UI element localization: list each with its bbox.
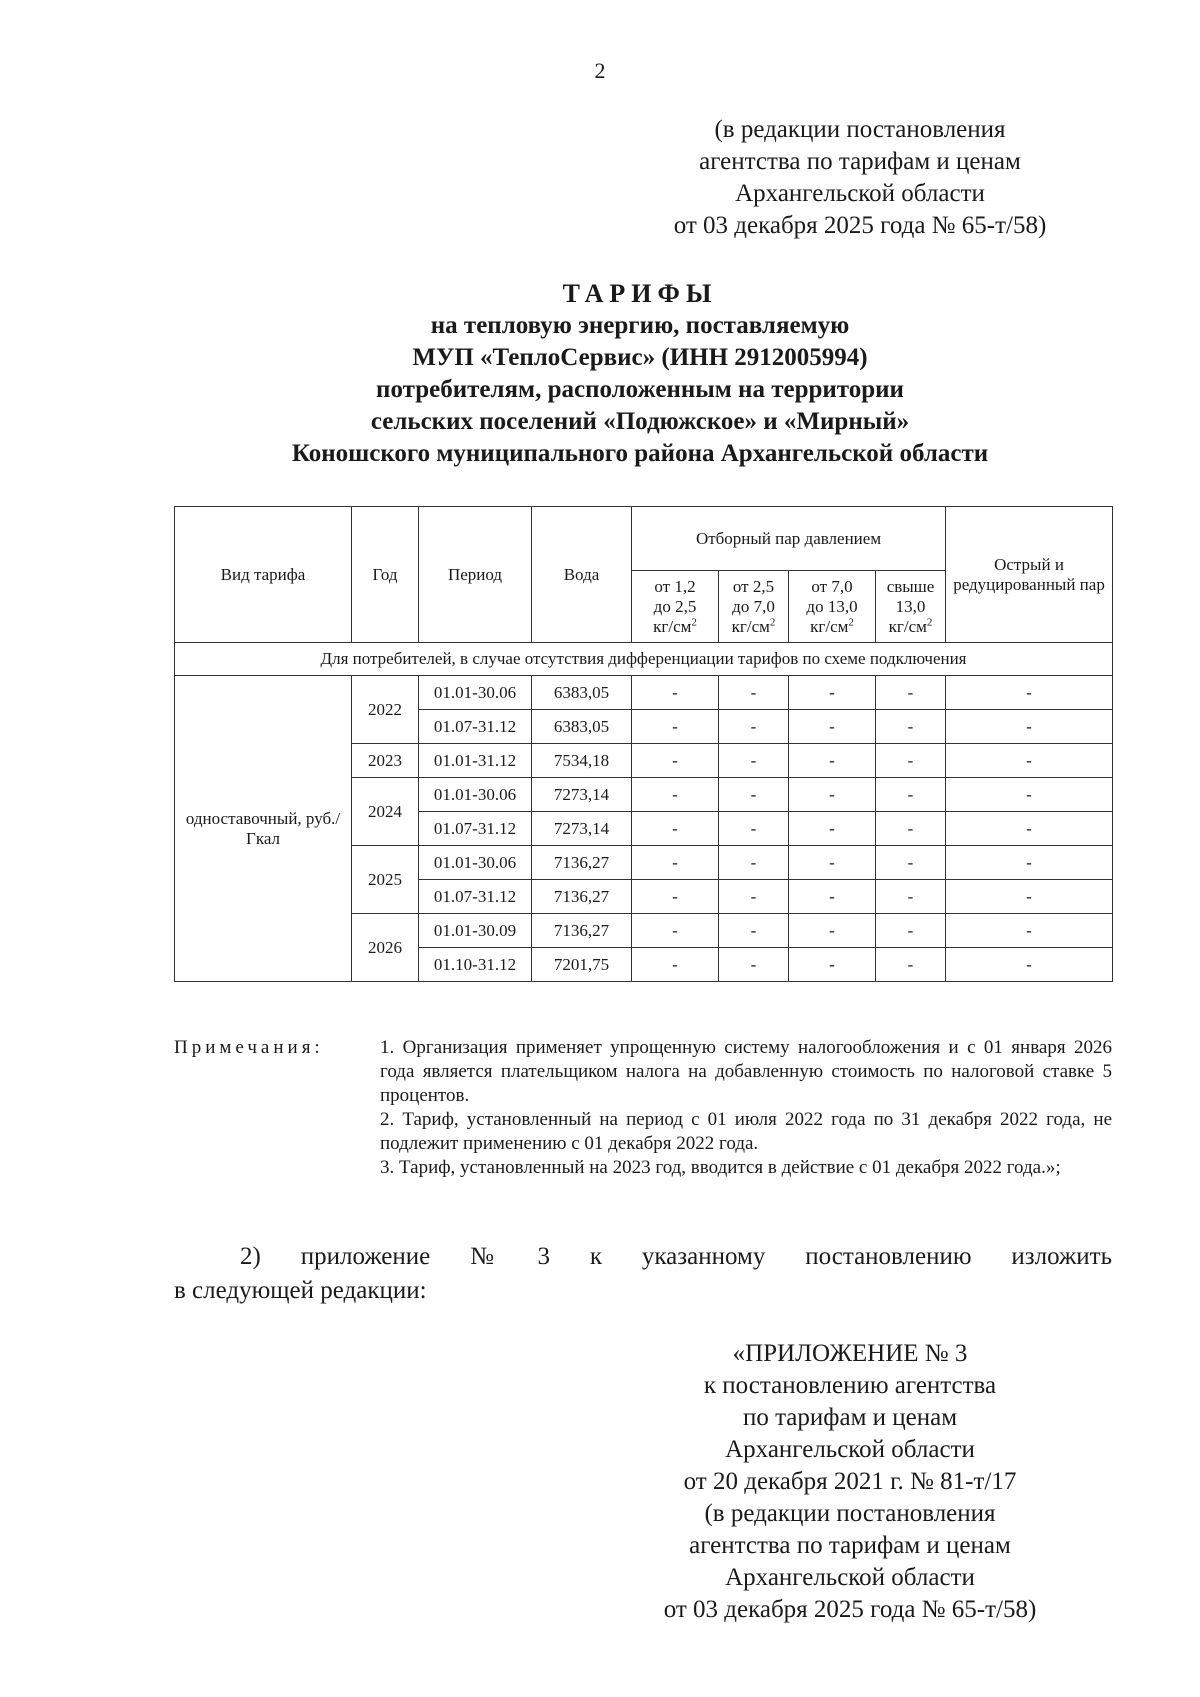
value-cell: -: [789, 676, 876, 710]
header-steam-3: от 7,0 до 13,0 $кг/см^2$: [789, 571, 876, 643]
value-cell: -: [632, 812, 719, 846]
value-cell: -: [789, 812, 876, 846]
header-sharp-steam: Острый и редуцированный пар: [946, 507, 1113, 643]
period-cell: 01.07-31.12: [419, 880, 532, 914]
title-line: потребителям, расположенным на территории: [376, 376, 904, 403]
value-cell: -: [946, 914, 1113, 948]
value-cell: -: [719, 778, 789, 812]
period-cell: 01.01-30.09: [419, 914, 532, 948]
value-cell: -: [946, 676, 1113, 710]
year-cell: 2023: [352, 744, 419, 778]
value-cell: -: [876, 676, 946, 710]
title-line: Коношского муниципального района Архангельской области: [291, 440, 989, 467]
value-cell: -: [789, 744, 876, 778]
period-cell: 01.07-31.12: [419, 710, 532, 744]
value-cell: -: [632, 880, 719, 914]
value-cell: -: [632, 914, 719, 948]
header-steam-2: от 2,5 до 7,0 $кг/см^2$: [719, 571, 789, 643]
value-cell: -: [632, 948, 719, 982]
value-cell: -: [876, 812, 946, 846]
year-cell: 2024: [352, 778, 419, 846]
appendix-line: (в редакции постановления: [704, 1500, 996, 1527]
value-cell: -: [789, 914, 876, 948]
water-cell: 7136,27: [532, 914, 632, 948]
appendix-line: Архангельской области: [725, 1436, 975, 1463]
notes-label: Примечания:: [174, 1037, 324, 1058]
year-cell: 2025: [352, 846, 419, 914]
water-cell: 6383,05: [532, 710, 632, 744]
page-number: 2: [594, 58, 606, 83]
value-cell: -: [876, 710, 946, 744]
value-cell: -: [946, 710, 1113, 744]
title-line: сельских поселений «Подюжское» и «Мирный»: [370, 408, 910, 435]
value-cell: -: [876, 846, 946, 880]
paragraph-line: в следующей редакции:: [174, 1277, 427, 1304]
edition-note-line: Архангельской области: [735, 180, 985, 207]
title-line: на тепловую энергию, поставляемую: [430, 312, 850, 339]
amendment-paragraph: [174, 1240, 1112, 1308]
period-cell: 01.01-30.06: [419, 846, 532, 880]
paragraph-line: 2) приложение № 3 к указанному постановлению изложить: [240, 1243, 1112, 1270]
value-cell: -: [876, 914, 946, 948]
consumer-group-row: Для потребителей, в случае отсутствия дифференциации тарифов по схеме подключения: [175, 643, 1113, 676]
water-cell: 6383,05: [532, 676, 632, 710]
appendix-header-block: [620, 1338, 1080, 1626]
appendix-line: по тарифам и ценам: [742, 1404, 958, 1431]
value-cell: -: [789, 778, 876, 812]
header-period: Период: [419, 507, 532, 643]
value-cell: -: [946, 880, 1113, 914]
edition-note-block: [630, 114, 1090, 242]
value-cell: -: [632, 744, 719, 778]
title-line: МУП «ТеплоСервис» (ИНН 2912005994): [412, 344, 868, 371]
value-cell: -: [946, 948, 1113, 982]
header-steam-1: от 1,2 до 2,5 $кг/см^2$: [632, 571, 719, 643]
title-main: ТАРИФЫ: [562, 279, 718, 308]
header-tariff-type: Вид тарифа: [175, 507, 352, 643]
value-cell: -: [719, 710, 789, 744]
note-item: 1. Организация применяет упрощенную систему налогообложения и с 01 января 2026 года является плательщиком налога на добавленную стоимость по налоговой ставке 5 процентов.: [380, 1037, 1112, 1106]
value-cell: -: [632, 846, 719, 880]
header-year: Год: [352, 507, 419, 643]
value-cell: -: [876, 778, 946, 812]
value-cell: -: [946, 846, 1113, 880]
appendix-line: «ПРИЛОЖЕНИЕ № 3: [732, 1340, 968, 1367]
tariff-name-cell: одноставочный, руб./Гкал: [175, 676, 352, 982]
edition-note-line: агентства по тарифам и ценам: [699, 148, 1021, 175]
document-title: [200, 278, 1080, 470]
value-cell: -: [876, 948, 946, 982]
period-cell: 01.10-31.12: [419, 948, 532, 982]
header-steam-4: свыше 13,0 $кг/см^2$: [876, 571, 946, 643]
value-cell: -: [789, 710, 876, 744]
value-cell: -: [789, 846, 876, 880]
water-cell: 7273,14: [532, 812, 632, 846]
value-cell: -: [719, 676, 789, 710]
appendix-line: к постановлению агентства: [703, 1372, 997, 1399]
period-cell: 01.01-30.06: [419, 676, 532, 710]
year-cell: 2026: [352, 914, 419, 982]
header-steam-group: Отборный пар давлением: [632, 507, 946, 571]
year-cell: 2022: [352, 676, 419, 744]
edition-note-line: от 03 декабря 2025 года № 65-т/58): [673, 212, 1047, 239]
appendix-line: от 20 декабря 2021 г. № 81-т/17: [683, 1468, 1017, 1495]
period-cell: 01.07-31.12: [419, 812, 532, 846]
appendix-line: Архангельской области: [725, 1564, 975, 1591]
water-cell: 7201,75: [532, 948, 632, 982]
appendix-line: агентства по тарифам и ценам: [689, 1532, 1011, 1559]
value-cell: -: [719, 880, 789, 914]
appendix-line: от 03 декабря 2025 года № 65-т/58): [663, 1596, 1037, 1623]
value-cell: -: [632, 676, 719, 710]
value-cell: -: [719, 914, 789, 948]
value-cell: -: [789, 880, 876, 914]
water-cell: 7534,18: [532, 744, 632, 778]
value-cell: -: [719, 812, 789, 846]
value-cell: -: [719, 948, 789, 982]
value-cell: -: [946, 812, 1113, 846]
value-cell: -: [876, 880, 946, 914]
value-cell: -: [719, 846, 789, 880]
water-cell: 7136,27: [532, 880, 632, 914]
period-cell: 01.01-31.12: [419, 744, 532, 778]
note-item: 3. Тариф, установленный на 2023 год, вводится в действие с 01 декабря 2022 года.»;: [380, 1157, 1061, 1178]
value-cell: -: [632, 710, 719, 744]
value-cell: -: [946, 744, 1113, 778]
table-row: [175, 676, 1113, 710]
value-cell: -: [632, 778, 719, 812]
period-cell: 01.01-30.06: [419, 778, 532, 812]
value-cell: -: [946, 778, 1113, 812]
value-cell: -: [789, 948, 876, 982]
header-water: Вода: [532, 507, 632, 643]
note-item: 2. Тариф, установленный на период с 01 июля 2022 года по 31 декабря 2022 года, не подлежит применению с 01 декабря 2022 года.: [380, 1109, 1112, 1154]
water-cell: 7273,14: [532, 778, 632, 812]
water-cell: 7136,27: [532, 846, 632, 880]
value-cell: -: [719, 744, 789, 778]
value-cell: -: [876, 744, 946, 778]
edition-note-line: (в редакции постановления: [714, 116, 1006, 143]
tariff-table: [174, 506, 1113, 982]
